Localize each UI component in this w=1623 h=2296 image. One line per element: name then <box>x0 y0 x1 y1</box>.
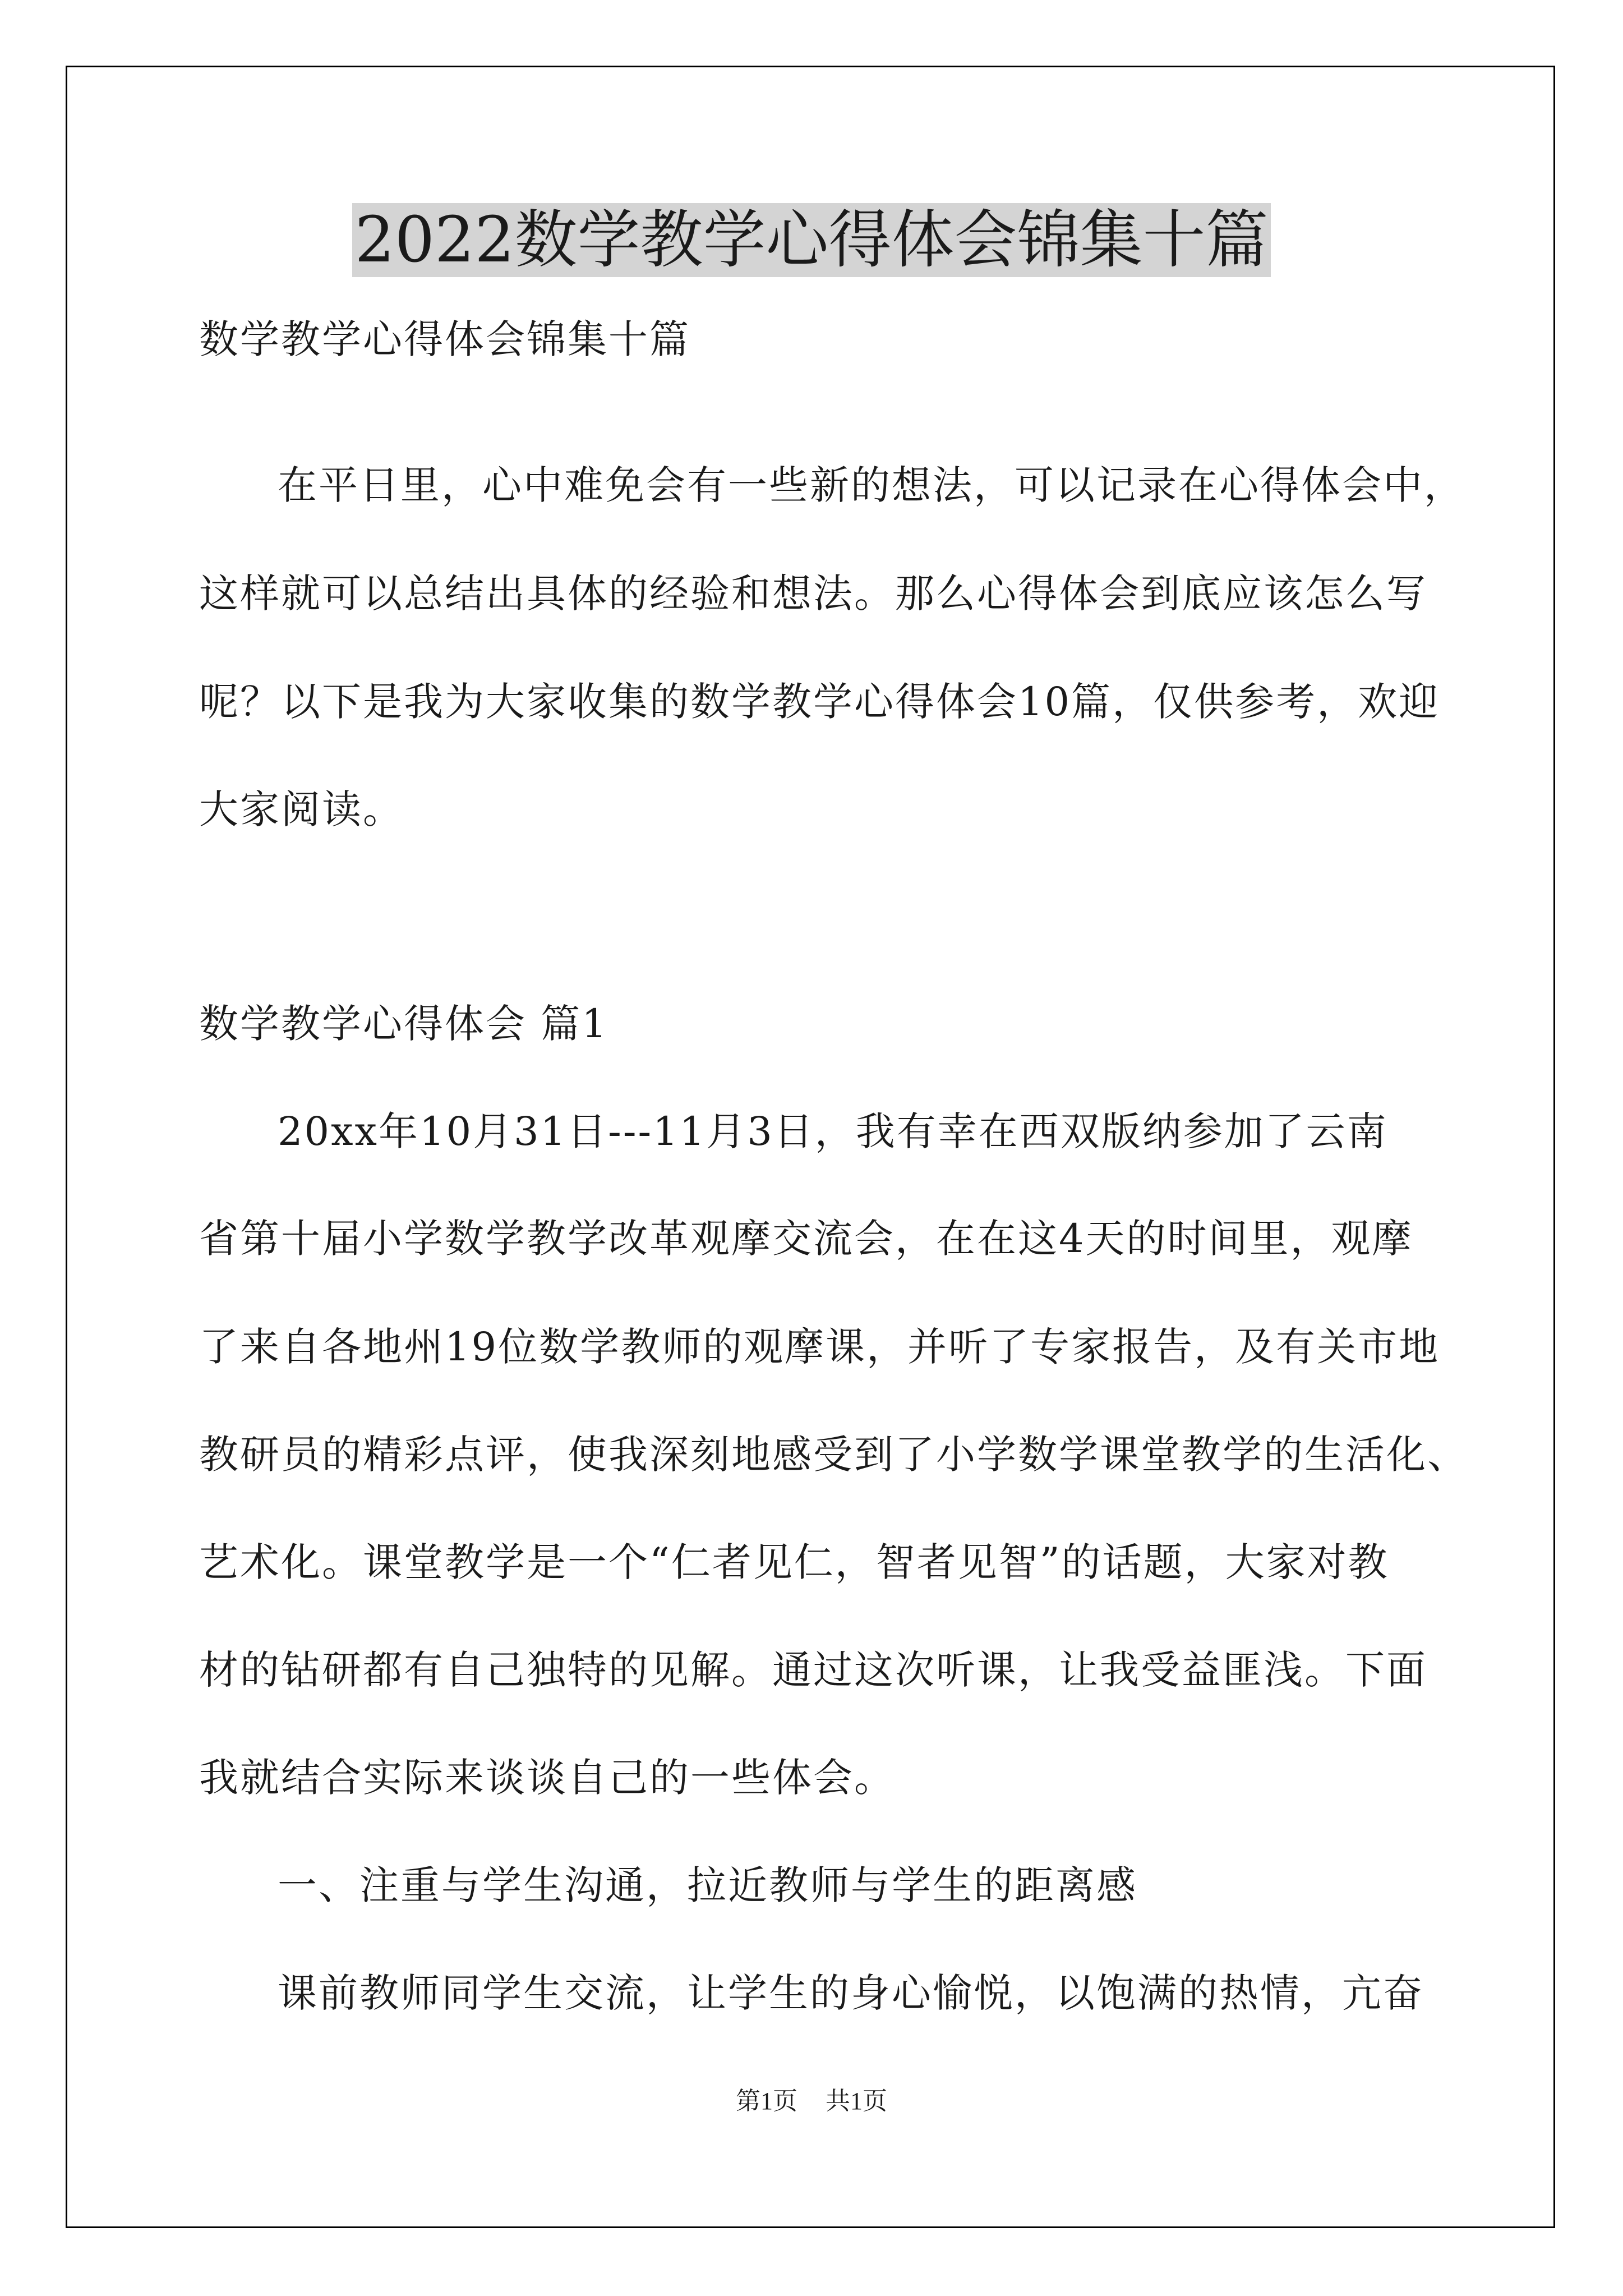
body-line-2: 省第十届小学数学教学改革观摩交流会，在在这4天的时间里，观摩 <box>199 1216 1413 1262</box>
document-subtitle: 数学教学心得体会锦集十篇 <box>199 316 690 362</box>
page-number-label: 第1页 <box>736 2087 797 2115</box>
section-heading: 数学教学心得体会 篇1 <box>199 1001 608 1047</box>
title-container <box>0 203 1623 277</box>
body-line-3: 了来自各地州19位数学教师的观摩课，并听了专家报告，及有关市地 <box>199 1324 1440 1370</box>
intro-line-1: 在平日里，心中难免会有一些新的想法，可以记录在心得体会中， <box>278 462 1465 508</box>
total-pages-label: 共1页 <box>826 2087 887 2115</box>
body-line-last: 课前教师同学生交流，让学生的身心愉悦，以饱满的热情，亢奋 <box>278 1970 1424 2016</box>
body-line-4: 教研员的精彩点评，使我深刻地感受到了小学数学课堂教学的生活化、 <box>199 1432 1468 1478</box>
intro-line-4: 大家阅读。 <box>199 786 404 832</box>
intro-line-2: 这样就可以总结出具体的经验和想法。那么心得体会到底应该怎么写 <box>199 570 1427 616</box>
body-line-1: 20xx年10月31日---11月3日，我有幸在西双版纳参加了云南 <box>278 1108 1388 1154</box>
document-title: 2022数学教学心得体会锦集十篇 <box>352 203 1270 277</box>
body-line-6: 材的钻研都有自己独特的见解。通过这次听课，让我受益匪浅。下面 <box>199 1647 1427 1693</box>
body-line-5: 艺术化。课堂教学是一个“仁者见仁，智者见智”的话题，大家对教 <box>199 1539 1389 1585</box>
body-line-7: 我就结合实际来谈谈自己的一些体会。 <box>199 1755 895 1801</box>
intro-line-3: 呢？以下是我为大家收集的数学教学心得体会10篇，仅供参考，欢迎 <box>199 679 1440 725</box>
point-heading: 一、注重与学生沟通，拉近教师与学生的距离感 <box>278 1862 1137 1908</box>
page-footer <box>0 2086 1623 2117</box>
